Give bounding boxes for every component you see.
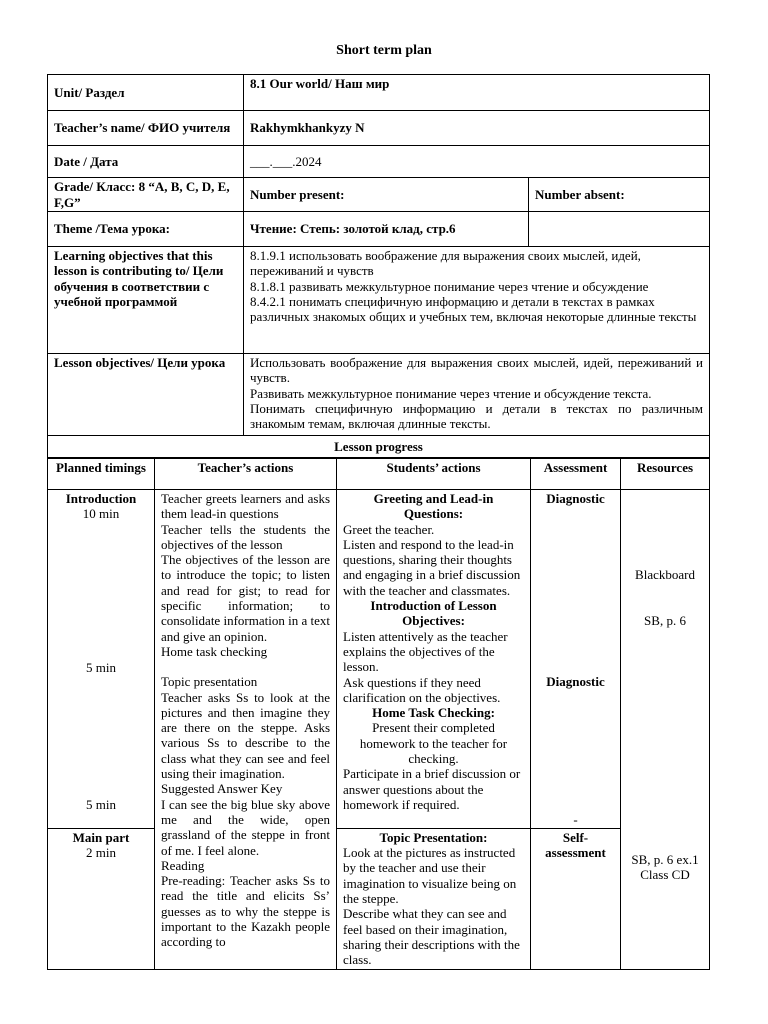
learning-objectives-label: Learning objectives that this lesson is contributing to/ Цели обучения в соответствии с учебной программой <box>48 247 244 354</box>
main-part-time: 2 min <box>86 845 116 861</box>
resource-class-cd: Class CD <box>640 866 690 882</box>
learning-objectives-value <box>244 247 710 354</box>
theme-empty-cell <box>529 212 710 247</box>
teacher-action-pre-reading: Pre-reading: Teacher asks Ss to read the title and elicits Ss’ guesses as to why the steppe is important to the Kazakh people according to <box>161 873 330 950</box>
number-absent-label: Number absent: <box>529 178 710 212</box>
teacher-action-reading: Reading <box>161 857 205 873</box>
assessment-diagnostic-1: Diagnostic <box>546 491 605 506</box>
resource-blackboard: Blackboard <box>635 567 695 582</box>
teacher-value: Rakhymkhankyzy N <box>244 111 710 146</box>
unit-row <box>48 75 710 111</box>
students-heading-objectives: Introduction of Lesson Objectives: <box>370 598 497 629</box>
theme-label: Theme /Тема урока: <box>48 212 244 247</box>
learning-objective-1: 8.1.9.1 использовать воображение для выражения своих мыслей, идей, переживаний и чувств <box>250 248 641 279</box>
lesson-progress-heading: Lesson progress <box>48 436 710 458</box>
teacher-actions-cell <box>155 490 337 970</box>
col-header-resources: Resources <box>621 459 710 490</box>
teacher-row <box>48 111 710 146</box>
learning-objectives-row <box>48 247 710 354</box>
teacher-action-objectives: Teacher tells the students the objectives of the lesson <box>161 521 330 552</box>
col-header-teacher-actions: Teacher’s actions <box>155 459 337 490</box>
header-table <box>47 74 710 458</box>
students-ask-questions: Ask questions if they need clarification on the objectives. <box>343 674 501 705</box>
unit-value: 8.1 Our world/ Наш мир <box>244 75 710 111</box>
date-row <box>48 146 710 178</box>
timing-5min-b: 5 min <box>86 796 116 812</box>
students-greet: Greet the teacher. <box>343 521 435 537</box>
lesson-objectives-row <box>48 354 710 436</box>
introduction-label: Introduction <box>65 491 137 506</box>
main-part-label: Main part <box>72 829 130 845</box>
learning-objective-3: 8.4.2.1 понимать специфичную информацию и детали в текстах в рамках различных знакомых общих и учебных тем, включая некоторые длинные тексты <box>250 293 697 325</box>
lesson-objective-2: Развивать межкультурное понимание через чтение и обсуждение текста. <box>250 385 652 401</box>
teacher-action-answer-key: I can see the big blue sky above me and the wide, open grassland of the steppe in front of me. I feel alone. <box>161 796 330 858</box>
lesson-progress-table <box>47 458 710 970</box>
introduction-timing-cell <box>48 490 155 829</box>
assessment-dash: - <box>573 811 578 827</box>
resource-sb-p6-ex1: SB, p. 6 ex.1 <box>631 851 699 867</box>
timing-5min-a: 5 min <box>86 659 116 675</box>
teacher-action-objectives-detail: The objectives of the lesson are to introduce the topic; to listen and read for gist; to read for specific information; to consolidate information in a text and give an opinion. <box>161 552 330 644</box>
students-discuss-homework: Participate in a brief discussion or answer questions about the homework if required. <box>343 766 521 812</box>
teacher-action-spacer <box>161 659 330 674</box>
teacher-action-greeting: Teacher greets learners and asks them lead-in questions <box>161 491 330 522</box>
teacher-action-home-task: Home task checking <box>161 643 268 659</box>
assessment-intro-cell <box>531 490 621 829</box>
introduction-row <box>48 490 710 829</box>
students-lead-in: Listen and respond to the lead-in questions, sharing their thoughts and engaging in a brief discussion with the teacher and classmates. <box>343 536 521 598</box>
assessment-main-cell: Self-assessment <box>531 828 621 969</box>
students-present-homework: Present their completed homework to the teacher for checking. <box>359 720 508 767</box>
date-value: ___.___.2024 <box>244 146 710 178</box>
unit-label: Unit/ Раздел <box>48 75 244 111</box>
lesson-objectives-label: Lesson objectives/ Цели урока <box>48 354 244 436</box>
col-header-timings: Planned timings <box>48 459 155 490</box>
students-heading-topic: Topic Presentation: <box>379 829 488 845</box>
col-header-students-actions: Students’ actions <box>337 459 531 490</box>
number-present-label: Number present: <box>244 178 529 212</box>
introduction-time: 10 min <box>82 506 120 522</box>
teacher-action-topic-presentation: Topic presentation <box>161 674 258 690</box>
column-header-row <box>48 459 710 490</box>
theme-row <box>48 212 710 247</box>
teacher-label: Teacher’s name/ ФИО учителя <box>48 111 244 146</box>
col-header-assessment: Assessment <box>531 459 621 490</box>
students-heading-greeting: Greeting and Lead-in Questions: <box>373 491 494 522</box>
grade-row <box>48 178 710 212</box>
lesson-objectives-value <box>244 354 710 436</box>
main-part-row <box>48 828 710 969</box>
page-title: Short term plan <box>336 43 432 58</box>
lesson-objective-1: Использовать воображение для выражения своих мыслей, идей, переживаний и чувств. <box>250 355 703 386</box>
theme-value: Чтение: Степь: золотой клад, стр.6 <box>244 212 529 247</box>
main-part-timing-cell <box>48 828 155 969</box>
lesson-objective-3: Понимать специфичную информацию и детали в текстах по различным знакомым темам, включая длинные тексты. <box>250 400 703 432</box>
grade-label: Grade/ Класс: 8 “A, B, C, D, E, F,G” <box>48 178 244 212</box>
teacher-action-suggested-answer: Suggested Answer Key <box>161 781 283 797</box>
students-listen-objectives: Listen attentively as the teacher explains the objectives of the lesson. <box>343 628 508 675</box>
students-actions-main-cell <box>337 828 531 969</box>
resources-cell <box>621 490 710 970</box>
date-label: Date / Дата <box>48 146 244 178</box>
students-heading-home-task: Home Task Checking: <box>372 705 495 721</box>
lesson-progress-row <box>48 436 710 458</box>
students-look-pictures: Look at the pictures as instructed by the teacher and use their imagination to visualize being on the steppe. <box>343 845 517 907</box>
resource-sb-p6: SB, p. 6 <box>644 613 686 629</box>
learning-objective-2: 8.1.8.1 развивать межкультурное понимание через чтение и обсуждение <box>250 278 649 294</box>
teacher-action-topic-detail: Teacher asks Ss to look at the pictures and then imagine they are there on the steppe. Asks various Ss to describe to the class what they can see and feel using their imagination. <box>161 689 330 782</box>
students-describe: Describe what they can see and feel based on their imagination, sharing their descriptions with the class. <box>343 906 520 968</box>
assessment-diagnostic-2: Diagnostic <box>546 674 605 690</box>
students-actions-intro-cell <box>337 490 531 829</box>
